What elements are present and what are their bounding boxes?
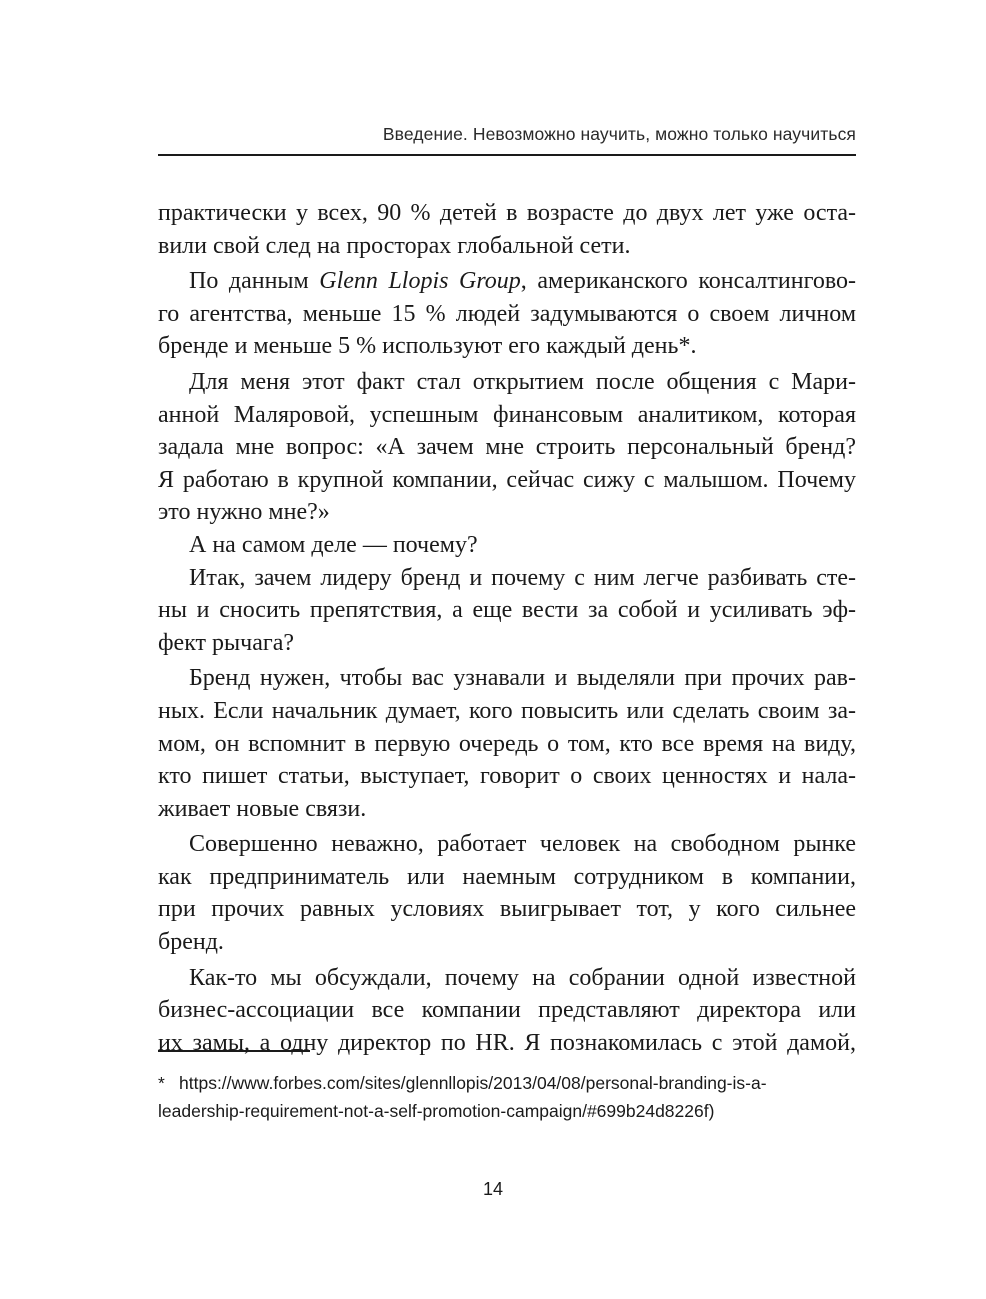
text-line: Итак, зачем лидеру бренд и почему с ним легче разбивать сте- bbox=[189, 564, 856, 591]
text-line: фект рычага? bbox=[158, 629, 295, 656]
text-line: Бренд нужен, чтобы вас узнавали и выделяли при прочих рав- bbox=[189, 665, 856, 692]
text-fragment: , американского консалтингово- bbox=[520, 268, 856, 295]
header-rule bbox=[158, 154, 856, 156]
running-header: Введение. Невозможно научить, можно только научиться bbox=[382, 124, 856, 144]
footnote bbox=[158, 1069, 856, 1125]
text-line: Как-то мы обсуждали, почему на собрании одной известной bbox=[189, 964, 856, 991]
footnote-url: https://www.forbes.com/sites/glennllopis/2013/04/08/personal-branding-is-a- bbox=[179, 1073, 767, 1093]
text-line: анной Маляровой, успешным финансовым аналитиком, которая bbox=[158, 401, 856, 428]
company-name: Glenn Llopis Group bbox=[319, 268, 521, 295]
footnote-marker: * bbox=[158, 1073, 165, 1093]
text-line: бренде и меньше 5 % используют его каждый день*. bbox=[158, 333, 697, 360]
text-line bbox=[158, 265, 856, 298]
footnote-line: leadership-requirement-not-a-self-promotion-campaign/#699b24d8226f) bbox=[158, 1101, 715, 1121]
page-number: 14 bbox=[482, 1179, 504, 1199]
paragraph-5 bbox=[158, 562, 856, 660]
text-line: их замы, а одну директор по HR. Я познакомилась с этой дамой, bbox=[158, 1029, 856, 1056]
text-line: А на самом деле — почему? bbox=[189, 531, 478, 558]
text-line: ны и сносить препятствия, а еще вести за собой и усиливать эф- bbox=[158, 597, 856, 624]
text-line: Совершенно неважно, работает человек на свободном рынке bbox=[189, 831, 856, 858]
paragraph-8 bbox=[158, 962, 856, 1060]
footnote-rule bbox=[158, 1050, 310, 1052]
text-line: задала мне вопрос: «А зачем мне строить персональный бренд? bbox=[158, 434, 856, 461]
text-fragment: По данным bbox=[189, 268, 320, 295]
paragraph-6 bbox=[158, 662, 856, 825]
text-line: живает новые связи. bbox=[158, 795, 367, 822]
paragraph-7 bbox=[158, 828, 856, 958]
text-line: Я работаю в крупной компании, сейчас сижу с малышом. Почему bbox=[158, 466, 856, 493]
paragraph-3 bbox=[158, 366, 856, 529]
text-line: как предприниматель или наемным сотрудником в компании, bbox=[158, 863, 856, 890]
text-line: мом, он вспомнит в первую очередь о том, кто все время на виду, bbox=[158, 730, 856, 757]
text-line: бизнес-ассоциации все компании представляют директора или bbox=[158, 997, 856, 1024]
text-line: это нужно мне?» bbox=[158, 499, 330, 526]
text-line: при прочих равных условиях выигрывает тот, у кого сильнее bbox=[158, 896, 856, 923]
text-line: Для меня этот факт стал открытием после общения с Мари- bbox=[189, 368, 856, 395]
text-line: бренд. bbox=[158, 929, 224, 956]
text-line: вили свой след на просторах глобальной сети. bbox=[158, 232, 631, 259]
text-line: практически у всех, 90 % детей в возрасте до двух лет уже оста- bbox=[158, 200, 856, 226]
paragraph-4 bbox=[158, 529, 856, 562]
text-line: кто пишет статьи, выступает, говорит о своих ценностях и нала- bbox=[158, 763, 856, 790]
page-body bbox=[158, 197, 856, 1059]
text-line: го агентства, меньше 15 % людей задумываются о своем личном bbox=[158, 300, 856, 327]
text-line: ных. Если начальник думает, кого повысить или сделать своим за- bbox=[158, 697, 856, 724]
paragraph-1 bbox=[158, 197, 856, 262]
paragraph-2 bbox=[158, 265, 856, 363]
footnote-line bbox=[158, 1069, 856, 1097]
